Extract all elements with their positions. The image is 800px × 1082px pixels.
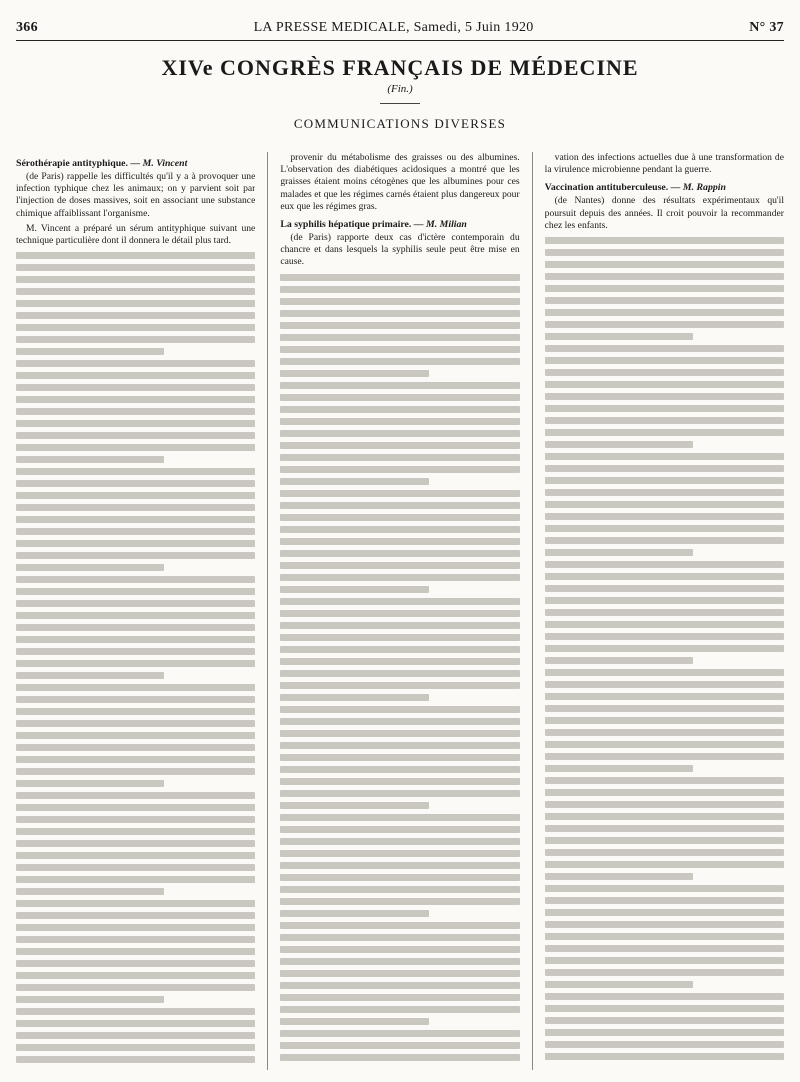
text-line-placeholder [280, 910, 428, 917]
text-line-placeholder [16, 360, 255, 367]
article-paragraph: provenir du métabolisme des graisses ou des albumines. L'observation des diabétiques acidosiques a montré que les graisses étaient moins cétogènes que les albumines pour ces malades et que les régimes carnés étaient plus dangereux pour eux que les régimes gras. [280, 152, 520, 212]
author-name: — M. Rappin [670, 182, 726, 194]
text-line-placeholder [280, 898, 519, 905]
text-line-placeholder [16, 612, 255, 619]
text-line-placeholder [280, 886, 519, 893]
congress-title: XIVe CONGRÈS FRANÇAIS DE MÉDECINE [161, 55, 639, 80]
text-line-placeholder [16, 1008, 255, 1015]
text-line-placeholder [16, 1020, 255, 1027]
text-line-placeholder [280, 334, 519, 341]
text-line-placeholder [16, 936, 255, 943]
text-line-placeholder [545, 909, 784, 916]
text-line-placeholder [280, 682, 519, 689]
text-line-placeholder [280, 274, 519, 281]
text-line-placeholder [545, 921, 784, 928]
text-line-placeholder [545, 825, 784, 832]
text-line-placeholder [545, 897, 784, 904]
text-line-placeholder [280, 382, 519, 389]
text-line-placeholder [545, 945, 784, 952]
text-line-placeholder [280, 406, 519, 413]
text-line-placeholder [16, 876, 255, 883]
text-line-placeholder [280, 814, 519, 821]
text-line-placeholder [280, 610, 519, 617]
text-line-placeholder [545, 789, 784, 796]
text-line-placeholder [280, 694, 428, 701]
text-line-placeholder [16, 768, 255, 775]
text-line-placeholder [16, 684, 255, 691]
author-name: — M. Vincent [130, 158, 188, 169]
text-line-placeholder [16, 672, 164, 679]
text-line-placeholder [16, 780, 164, 787]
text-line-placeholder [545, 465, 784, 472]
text-line-placeholder [545, 933, 784, 940]
issue-number: N° 37 [749, 20, 784, 35]
text-line-placeholder [16, 564, 164, 571]
text-line-placeholder [16, 528, 255, 535]
text-line-placeholder [280, 466, 519, 473]
text-line-placeholder [16, 948, 255, 955]
text-line-placeholder [545, 813, 784, 820]
text-line-placeholder [280, 922, 519, 929]
text-line-placeholder [280, 658, 519, 665]
text-line-placeholder [16, 552, 255, 559]
text-line-placeholder [545, 321, 784, 328]
text-line-placeholder [16, 276, 255, 283]
text-line-placeholder [545, 333, 693, 340]
text-line-placeholder [545, 369, 784, 376]
text-line-placeholder [280, 670, 519, 677]
text-line-placeholder [16, 432, 255, 439]
heading-text: Sérothérapie antityphique. [16, 158, 128, 169]
header-rule [16, 40, 784, 41]
text-line-placeholder [280, 850, 519, 857]
text-line-placeholder [280, 778, 519, 785]
text-line-placeholder [280, 586, 428, 593]
text-line-placeholder [545, 873, 693, 880]
text-line-placeholder [16, 708, 255, 715]
article-columns [16, 152, 784, 1070]
text-line-placeholder [16, 444, 255, 451]
text-line-placeholder [16, 972, 255, 979]
text-line-placeholder [16, 900, 255, 907]
text-filler [545, 237, 784, 1060]
text-line-placeholder [545, 273, 784, 280]
text-line-placeholder [16, 516, 255, 523]
column-2 [280, 152, 519, 1070]
text-line-placeholder [545, 417, 784, 424]
text-line-placeholder [280, 862, 519, 869]
text-line-placeholder [280, 478, 428, 485]
text-line-placeholder [280, 1018, 428, 1025]
text-line-placeholder [545, 861, 784, 868]
text-line-placeholder [280, 514, 519, 521]
text-line-placeholder [16, 540, 255, 547]
text-line-placeholder [280, 1054, 519, 1061]
text-line-placeholder [16, 816, 255, 823]
text-line-placeholder [545, 621, 784, 628]
text-line-placeholder [16, 324, 255, 331]
text-line-placeholder [280, 442, 519, 449]
text-line-placeholder [16, 732, 255, 739]
text-line-placeholder [545, 357, 784, 364]
text-line-placeholder [545, 993, 784, 1000]
text-line-placeholder [16, 984, 255, 991]
text-line-placeholder [545, 249, 784, 256]
title-divider [380, 103, 420, 104]
text-line-placeholder [16, 840, 255, 847]
text-line-placeholder [280, 1030, 519, 1037]
column-separator [532, 152, 533, 1070]
text-line-placeholder [280, 490, 519, 497]
text-line-placeholder [545, 477, 784, 484]
text-line-placeholder [545, 717, 784, 724]
text-line-placeholder [545, 585, 784, 592]
text-line-placeholder [545, 537, 784, 544]
text-line-placeholder [545, 957, 784, 964]
text-line-placeholder [545, 453, 784, 460]
text-line-placeholder [545, 801, 784, 808]
text-line-placeholder [16, 1056, 255, 1063]
text-line-placeholder [280, 574, 519, 581]
text-line-placeholder [16, 660, 255, 667]
text-line-placeholder [280, 526, 519, 533]
text-line-placeholder [16, 996, 164, 1003]
text-line-placeholder [16, 504, 255, 511]
text-line-placeholder [280, 802, 428, 809]
article-paragraph: M. Vincent a préparé un sérum antityphique suivant une technique particulière dont il donnera le détail plus tard. [16, 222, 256, 247]
text-line-placeholder [16, 804, 255, 811]
text-line-placeholder [545, 345, 784, 352]
text-line-placeholder [545, 657, 693, 664]
text-line-placeholder [16, 744, 255, 751]
text-line-placeholder [16, 792, 255, 799]
text-line-placeholder [280, 790, 519, 797]
text-line-placeholder [280, 946, 519, 953]
text-line-placeholder [545, 705, 784, 712]
text-line-placeholder [280, 766, 519, 773]
text-line-placeholder [545, 645, 784, 652]
text-line-placeholder [280, 718, 519, 725]
text-line-placeholder [16, 384, 255, 391]
text-line-placeholder [16, 264, 255, 271]
text-line-placeholder [545, 501, 784, 508]
text-line-placeholder [280, 286, 519, 293]
column-separator [267, 152, 268, 1070]
text-line-placeholder [280, 970, 519, 977]
article-heading [545, 182, 784, 194]
text-line-placeholder [280, 742, 519, 749]
text-line-placeholder [545, 381, 784, 388]
text-line-placeholder [280, 562, 519, 569]
text-line-placeholder [545, 765, 693, 772]
text-line-placeholder [545, 969, 784, 976]
text-line-placeholder [280, 370, 428, 377]
text-line-placeholder [16, 600, 255, 607]
text-line-placeholder [545, 261, 784, 268]
article-paragraph: (de Paris) rappelle les difficultés qu'il y a à provoquer une infection typhique chez les animaux; on y parvient soit par l'injection de doses massives, soit en associant une substance chimique affaiblissant l'organisme. [16, 171, 256, 219]
text-line-placeholder [280, 982, 519, 989]
text-line-placeholder [16, 468, 255, 475]
text-line-placeholder [280, 874, 519, 881]
text-line-placeholder [545, 525, 784, 532]
text-line-placeholder [16, 1032, 255, 1039]
text-line-placeholder [545, 285, 784, 292]
text-line-placeholder [16, 1044, 255, 1051]
text-line-placeholder [16, 588, 255, 595]
text-line-placeholder [545, 729, 784, 736]
text-line-placeholder [545, 513, 784, 520]
text-line-placeholder [280, 454, 519, 461]
text-line-placeholder [545, 741, 784, 748]
text-line-placeholder [545, 597, 784, 604]
text-line-placeholder [16, 648, 255, 655]
journal-title: LA PRESSE MEDICALE, Samedi, 5 Juin 1920 [253, 20, 534, 35]
text-filler [16, 252, 255, 1063]
text-line-placeholder [16, 828, 255, 835]
text-line-placeholder [545, 681, 784, 688]
text-line-placeholder [280, 346, 519, 353]
text-line-placeholder [545, 633, 784, 640]
heading-text: Vaccination antituberculeuse. [544, 182, 669, 194]
text-line-placeholder [545, 561, 784, 568]
article-paragraph: vation des infections actuelles due à une transformation de la virulence microbienne pendant la guerre. [544, 152, 784, 176]
text-line-placeholder [16, 420, 255, 427]
text-line-placeholder [280, 634, 519, 641]
text-line-placeholder [545, 609, 784, 616]
text-line-placeholder [280, 358, 519, 365]
text-line-placeholder [16, 756, 255, 763]
text-line-placeholder [545, 429, 784, 436]
text-line-placeholder [280, 730, 519, 737]
text-line-placeholder [16, 720, 255, 727]
text-line-placeholder [16, 408, 255, 415]
heading-text: La syphilis hépatique primaire. [280, 219, 412, 231]
text-line-placeholder [545, 309, 784, 316]
text-line-placeholder [280, 646, 519, 653]
text-line-placeholder [16, 456, 164, 463]
text-line-placeholder [280, 502, 519, 509]
text-line-placeholder [545, 1029, 784, 1036]
text-line-placeholder [280, 598, 519, 605]
text-line-placeholder [16, 252, 255, 259]
text-line-placeholder [280, 418, 519, 425]
text-line-placeholder [16, 924, 255, 931]
text-line-placeholder [280, 322, 519, 329]
article-paragraph: (de Nantes) donne des résultats expérimentaux qu'il poursuit depuis des années. Il croit pouvoir la recommander chez les enfants. [544, 195, 784, 231]
text-line-placeholder [545, 297, 784, 304]
text-line-placeholder [16, 960, 255, 967]
text-line-placeholder [16, 888, 164, 895]
text-line-placeholder [280, 958, 519, 965]
article-paragraph: (de Paris) rapporte deux cas d'ictère contemporain du chancre et dans lesquels la syphilis seule peut être mise en cause. [280, 232, 520, 268]
text-line-placeholder [545, 1017, 784, 1024]
column-3 [545, 152, 784, 1070]
text-line-placeholder [545, 237, 784, 244]
text-line-placeholder [545, 1053, 784, 1060]
article-heading [280, 219, 519, 231]
text-line-placeholder [545, 573, 784, 580]
text-line-placeholder [280, 430, 519, 437]
text-line-placeholder [16, 480, 255, 487]
text-line-placeholder [16, 288, 255, 295]
text-line-placeholder [545, 441, 693, 448]
text-line-placeholder [545, 777, 784, 784]
text-line-placeholder [545, 837, 784, 844]
text-line-placeholder [16, 696, 255, 703]
text-line-placeholder [16, 312, 255, 319]
text-line-placeholder [545, 549, 693, 556]
author-name: — M. Milian [413, 219, 467, 231]
text-line-placeholder [280, 826, 519, 833]
text-line-placeholder [280, 310, 519, 317]
article-heading [16, 158, 255, 170]
text-line-placeholder [545, 981, 693, 988]
text-line-placeholder [545, 693, 784, 700]
text-line-placeholder [280, 934, 519, 941]
text-line-placeholder [280, 706, 519, 713]
text-line-placeholder [280, 550, 519, 557]
text-line-placeholder [545, 489, 784, 496]
text-line-placeholder [16, 912, 255, 919]
text-line-placeholder [545, 1041, 784, 1048]
text-line-placeholder [280, 754, 519, 761]
text-line-placeholder [16, 348, 164, 355]
text-line-placeholder [545, 753, 784, 760]
text-line-placeholder [16, 492, 255, 499]
text-line-placeholder [16, 864, 255, 871]
text-line-placeholder [16, 636, 255, 643]
congress-subtitle: (Fin.) [387, 83, 413, 95]
text-line-placeholder [280, 538, 519, 545]
text-line-placeholder [280, 394, 519, 401]
text-line-placeholder [16, 396, 255, 403]
text-line-placeholder [280, 622, 519, 629]
text-line-placeholder [16, 300, 255, 307]
text-filler [280, 274, 519, 1061]
text-line-placeholder [545, 669, 784, 676]
text-line-placeholder [280, 1006, 519, 1013]
text-line-placeholder [545, 393, 784, 400]
text-line-placeholder [280, 298, 519, 305]
text-line-placeholder [545, 405, 784, 412]
text-line-placeholder [545, 1005, 784, 1012]
text-line-placeholder [16, 372, 255, 379]
page-number: 366 [16, 20, 38, 35]
text-line-placeholder [280, 838, 519, 845]
text-line-placeholder [545, 885, 784, 892]
page-header [16, 0, 784, 40]
text-line-placeholder [280, 1042, 519, 1049]
section-title: COMMUNICATIONS DIVERSES [293, 116, 507, 131]
text-line-placeholder [16, 624, 255, 631]
text-line-placeholder [545, 849, 784, 856]
text-line-placeholder [280, 994, 519, 1001]
column-1 [16, 152, 255, 1070]
text-line-placeholder [16, 336, 255, 343]
text-line-placeholder [16, 852, 255, 859]
text-line-placeholder [16, 576, 255, 583]
